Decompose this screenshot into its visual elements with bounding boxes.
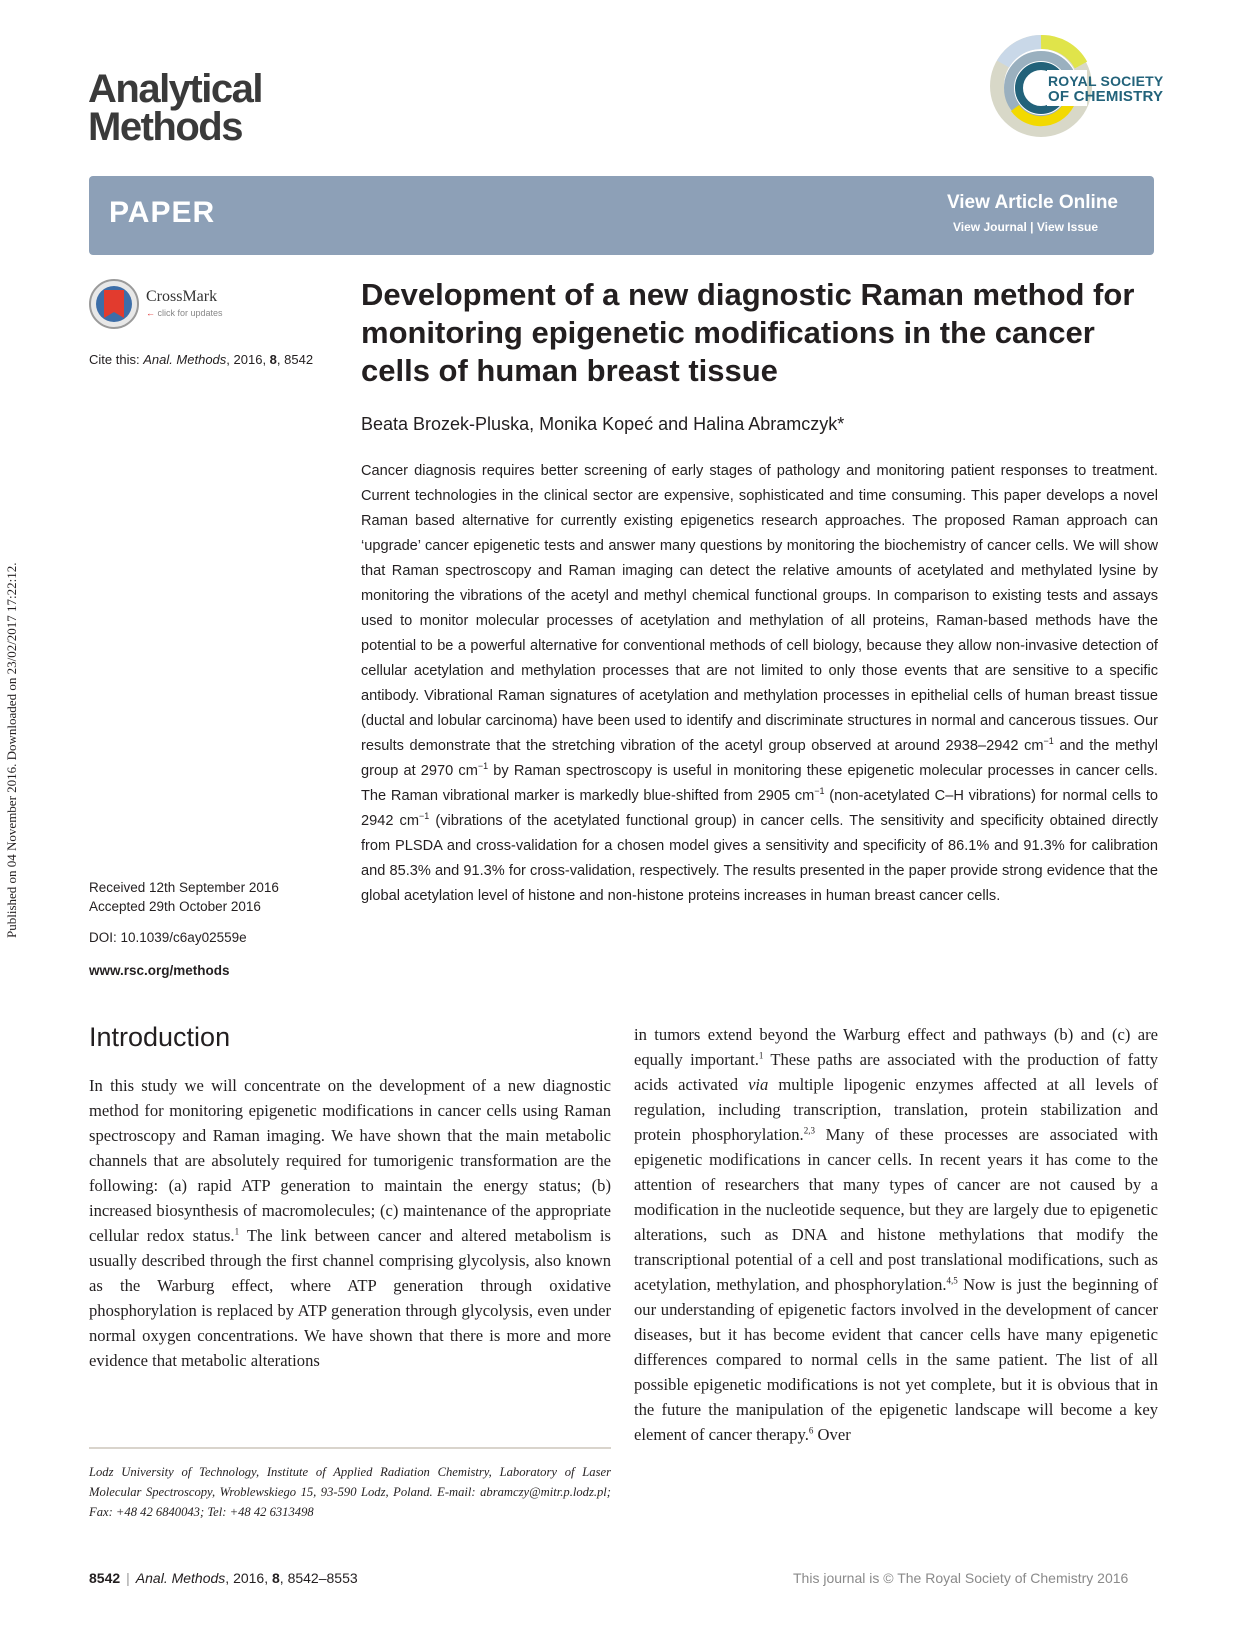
intro-text-1b: The link between cancer and altered metabolism is usually described through the first channel comprising glycolysis, also known as the Warburg effect, where ATP generation through oxidative phosphorylation is replaced by ATP generation through glycolysis, even under normal oxygen concentrations. We have shown that there is more and more evidence that metabolic alterations bbox=[89, 1226, 611, 1370]
arrow-left-icon: ← bbox=[146, 308, 155, 318]
cite-volume: 8 bbox=[269, 352, 277, 367]
journal-title-line1: Analytical bbox=[88, 67, 262, 111]
doi[interactable]: DOI: 10.1039/c6ay02559e bbox=[89, 930, 247, 945]
abstract-part1: Cancer diagnosis requires better screening of early stages of pathology and monitoring patient responses to treatment. Current technologies in the clinical sector are expensive, sophisticated and time consuming. This paper develops a novel Raman based alternative for currently existing epigenetics research approaches. The proposed Raman approach can ‘upgrade’ cancer epigenetic tests and answer many questions by monitoring the biochemistry of cancer cells. We will show that Raman spectroscopy and Raman imaging can detect the relative amounts of acetylated and methylated lysine by monitoring the vibrations of the acetyl and methyl chemical functional groups. In comparison to existing tests and assays used to monitor molecular processes of acetylation and methylation of all proteins, Raman-based methods have the potential to be a powerful alternative for conventional methods of cell biology, because they allow non-invasive detection of cellular acetylation and methylation processes that are not limited to only those events that are sensitive to a specific antibody. Vibrational Raman signatures of acetylation and methylation processes in epithelial cells of human breast tissue (ductal and lobular carcinoma) have been used to identify and discriminate structures in normal and cancerous tissues. Our results demonstrate that the stretching vibration of the acetyl group observed at around 2938–2942 cm bbox=[361, 463, 1158, 754]
ref-2-3[interactable]: 2,3 bbox=[803, 1125, 815, 1136]
rsc-wordmark bbox=[1048, 74, 1163, 104]
journal-title-line2: Methods bbox=[88, 105, 242, 149]
abstract-part4: (non-acetylated C–H vibrations) for normal cells to 2942 cm bbox=[361, 788, 1158, 829]
intro-text-2e: Now is just the beginning of our understanding of epigenetic factors involved in the development of cancer diseases, but it has become evident that cancer cells have many epigenetic differences compared to normal cells in the same patient. The list of all possible epigenetic modifications is not yet complete, but it is obvious that in the future the manipulation of the epigenetic landscape will become a key element of cancer therapy. bbox=[634, 1275, 1158, 1444]
body-column-left bbox=[89, 1073, 611, 1373]
affiliation-divider bbox=[89, 1447, 611, 1449]
footer-pages: , 8542–8553 bbox=[279, 1570, 358, 1586]
intro-text-2c: multiple lipogenic enzymes affected at all levels of regulation, including transcription, translation, protein stabilization and protein phosphorylation. bbox=[634, 1075, 1158, 1144]
rsc-line1: ROYAL SOCIETY bbox=[1048, 73, 1164, 89]
intro-text-via: via bbox=[748, 1075, 769, 1094]
cite-journal: Anal. Methods bbox=[143, 352, 227, 367]
abstract bbox=[361, 459, 1158, 909]
download-stamp: Published on 04 November 2016. Downloaded on 23/02/2017 17:22:12. bbox=[4, 562, 19, 938]
article-type-label: PAPER bbox=[109, 196, 216, 229]
ref-4-5[interactable]: 4,5 bbox=[946, 1275, 958, 1286]
view-issue-link[interactable]: View Issue bbox=[1036, 220, 1098, 234]
abstract-exp4: −1 bbox=[419, 811, 430, 822]
intro-text-2b: These paths are associated with the production of fatty acids activated bbox=[634, 1050, 1158, 1094]
abstract-part3: by Raman spectroscopy is useful in monitoring these epigenetic molecular processes in cancer cells. The Raman vibrational marker is markedly blue-shifted from 2905 cm bbox=[361, 763, 1158, 804]
abstract-exp2: −1 bbox=[477, 761, 489, 772]
intro-text-2d: Many of these processes are associated with epigenetic modifications in cancer cells. In recent years it has come to the attention of researchers that many types of cancer are not caused by a modification in the nucleotide sequence, but they are largely due to epigenetic alterations, such as DNA and histone methylations that modify the transcriptional potential of a cell and post translational modifications, such as acetylation, methylation, and phosphorylation. bbox=[634, 1125, 1158, 1294]
journal-title bbox=[88, 67, 262, 149]
crossmark-sublabel[interactable] bbox=[146, 308, 223, 318]
crossmark-sub-text: click for updates bbox=[157, 308, 223, 318]
view-links-separator: | bbox=[1030, 220, 1034, 234]
journal-url[interactable]: www.rsc.org/methods bbox=[89, 963, 230, 978]
rsc-line2: OF CHEMISTRY bbox=[1048, 88, 1164, 105]
footer-journal: Anal. Methods bbox=[135, 1570, 226, 1586]
ref-1b[interactable]: 1 bbox=[758, 1050, 764, 1061]
footer-year: , 2016, bbox=[225, 1570, 272, 1586]
received-date: Received 12th September 2016 bbox=[89, 880, 279, 895]
dates bbox=[89, 878, 279, 916]
cite-prefix: Cite this: bbox=[89, 352, 144, 367]
view-journal-link[interactable]: View Journal bbox=[952, 220, 1027, 234]
footer-separator: | bbox=[126, 1570, 130, 1586]
affiliation: Lodz University of Technology, Institute of Applied Radiation Chemistry, Laboratory of Laser Molecular Spectroscopy, Wroblewskiego 15, 93-590 Lodz, Poland. E-mail: abramczy@mitr.p.lodz.pl; Fax: +48 42 6840043; Tel: +48 42 6313498 bbox=[89, 1465, 611, 1519]
intro-text-2a: in tumors extend beyond the Warburg effect and pathways (b) and (c) are equally important. bbox=[634, 1025, 1158, 1069]
article-authors: Beata Brozek-Pluska, Monika Kopeć and Halina Abramczyk* bbox=[361, 414, 845, 434]
crossmark-icon[interactable] bbox=[88, 278, 140, 330]
view-links bbox=[953, 220, 1098, 234]
article-title: Development of a new diagnostic Raman method for monitoring epigenetic modifications in the cancer cells of human breast tissue bbox=[361, 277, 1135, 388]
cite-year: , 2016, bbox=[226, 352, 270, 367]
intro-text-2f: Over bbox=[813, 1425, 851, 1444]
abstract-exp1: −1 bbox=[1043, 736, 1054, 747]
article-type-banner bbox=[89, 176, 1154, 255]
intro-text-1a: In this study we will concentrate on the development of a new diagnostic method for monitoring epigenetic modifications in cancer cells using Raman spectroscopy and Raman imaging. We have shown that the main metabolic channels that are absolutely required for tumorigenic transformation are the following: (a) rapid ATP generation to maintain the energy status; (b) increased biosynthesis of macromolecules; (c) maintenance of the appropriate cellular redox status. bbox=[89, 1076, 611, 1245]
ref-1[interactable]: 1 bbox=[234, 1226, 240, 1237]
footer-citation bbox=[89, 1570, 358, 1586]
view-article-online-link[interactable]: View Article Online bbox=[946, 192, 1118, 213]
crossmark-label[interactable]: CrossMark bbox=[146, 288, 218, 305]
footer-copyright: This journal is © The Royal Society of Chemistry 2016 bbox=[793, 1570, 1129, 1586]
abstract-part5: (vibrations of the acetylated functional group) in cancer cells. The sensitivity and specificity obtained directly from PLSDA and cross-validation for a chosen model gives a sensitivity and specificity of 86.1% and 91.3% for calibration and 85.3% and 91.3% for cross-validation, respectively. The results presented in the paper provide strong evidence that the global acetylation level of histone and non-histone proteins increases in human breast cancer cells. bbox=[361, 813, 1158, 904]
ref-6[interactable]: 6 bbox=[808, 1425, 814, 1436]
footer-volume: 8 bbox=[272, 1570, 280, 1586]
section-heading-introduction: Introduction bbox=[89, 1022, 231, 1052]
abstract-exp3: −1 bbox=[814, 786, 825, 797]
footer-page-number: 8542 bbox=[89, 1570, 121, 1586]
body-column-right bbox=[634, 1022, 1158, 1447]
abstract-part2: and the methyl group at 2970 cm bbox=[361, 738, 1158, 779]
accepted-date: Accepted 29th October 2016 bbox=[89, 899, 261, 914]
citation bbox=[89, 352, 313, 367]
cite-page: , 8542 bbox=[276, 352, 314, 367]
